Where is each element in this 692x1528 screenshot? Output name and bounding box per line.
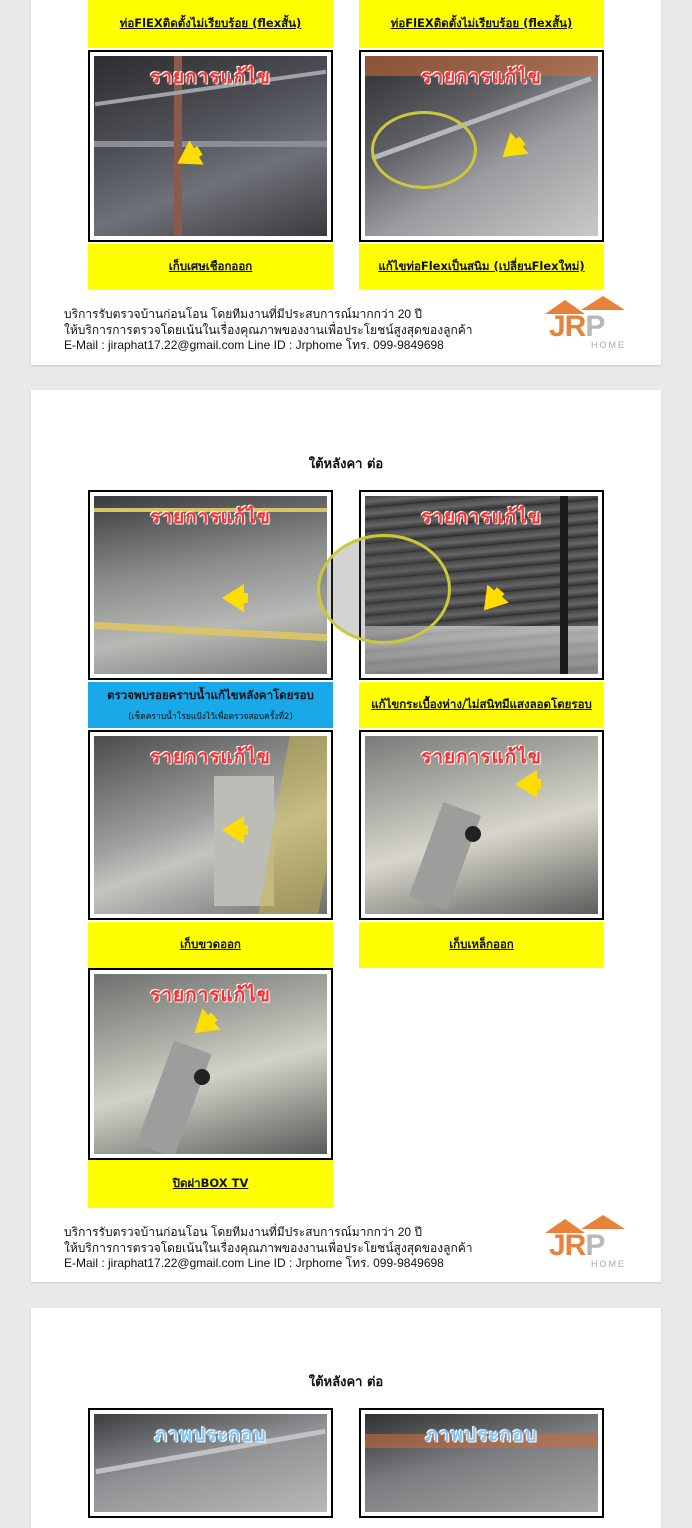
arrow-icon [186, 1008, 221, 1044]
jrp-home-logo: JRP HOME [543, 1215, 625, 1270]
fix-label: รายการแก้ไข [150, 66, 271, 88]
fix-label: รายการแก้ไข [421, 506, 542, 528]
inspection-photo [359, 490, 604, 680]
fix-caption: แก้ไขกระเบื้องห่าง/ไม่สนิทมีแสงลอดโดยรอบ [359, 682, 604, 728]
fix-label: รายการแก้ไข [421, 66, 542, 88]
inspection-photo [88, 1408, 333, 1518]
done-label: ภาพประกอบ [425, 1424, 538, 1446]
fix-label: รายการแก้ไข [421, 746, 542, 768]
contact-footer: บริการรับตรวจบ้านก่อนโอน โดยทีมงานที่มีประสบการณ์มากกว่า 20 ปี ให้บริการการตรวจโดยเน้นในเรื่องคุณภาพของงานเพื่อประโยชน์สูงสุดของลูกค้า E-Mail : jiraphat17.22@gmail.com Line ID : Jrphome โทร. 099-9849698 [64, 1225, 473, 1270]
fix-caption: แก้ไขท่อFlexเป็นสนิม (เปลี่ยนFlexใหม่) [359, 244, 604, 290]
inspection-photo [359, 1408, 604, 1518]
done-label: ภาพประกอบ [154, 1424, 267, 1446]
inspection-photo [88, 490, 333, 680]
report-page-1 [31, 0, 661, 365]
fix-label: รายการแก้ไข [150, 506, 271, 528]
highlight-circle [371, 111, 477, 189]
fix-caption: ปิดฝาBOX TV [88, 1160, 333, 1208]
report-page-3 [31, 1308, 661, 1528]
arrow-icon [515, 770, 537, 798]
section-heading: ใต้หลังคา ต่อ [308, 1375, 384, 1390]
defect-caption: ท่อFlEXติดตั้งไม่เรียบร้อย (flexสั้น) [88, 0, 333, 48]
fix-caption: เก็บเศษเชือกออก [88, 244, 333, 290]
inspection-photo [359, 730, 604, 920]
highlight-circle [317, 534, 451, 644]
defect-caption: ตรวจพบรอยคราบน้ำแก้ไขหลังคาโดยรอบ (เช็ดคราบน้ำโรยแป้งไว้เพื่อตรวจสอบครั้งที่2) [88, 682, 333, 728]
contact-footer: บริการรับตรวจบ้านก่อนโอน โดยทีมงานที่มีประสบการณ์มากกว่า 20 ปี ให้บริการการตรวจโดยเน้นในเรื่องคุณภาพของงานเพื่อประโยชน์สูงสุดของลูกค้า E-Mail : jiraphat17.22@gmail.com Line ID : Jrphome โทร. 099-9849698 [64, 307, 473, 352]
fix-caption: เก็บขวดออก [88, 922, 333, 968]
section-heading: ใต้หลังคา ต่อ [308, 457, 384, 472]
arrow-icon [222, 816, 244, 844]
arrow-icon [222, 584, 244, 612]
defect-caption: ท่อFlEXติดตั้งไม่เรียบร้อย (flexสั้น) [359, 0, 604, 48]
inspection-photo [88, 968, 333, 1160]
fix-label: รายการแก้ไข [150, 984, 271, 1006]
inspection-photo [359, 50, 604, 242]
report-page-2 [31, 390, 661, 1282]
arrow-icon [473, 585, 509, 620]
arrow-icon [494, 132, 529, 168]
jrp-home-logo: JRP HOME [543, 296, 625, 351]
inspection-photo [88, 50, 333, 242]
inspection-photo [88, 730, 333, 920]
fix-label: รายการแก้ไข [150, 746, 271, 768]
fix-caption: เก็บเหล็กออก [359, 922, 604, 968]
